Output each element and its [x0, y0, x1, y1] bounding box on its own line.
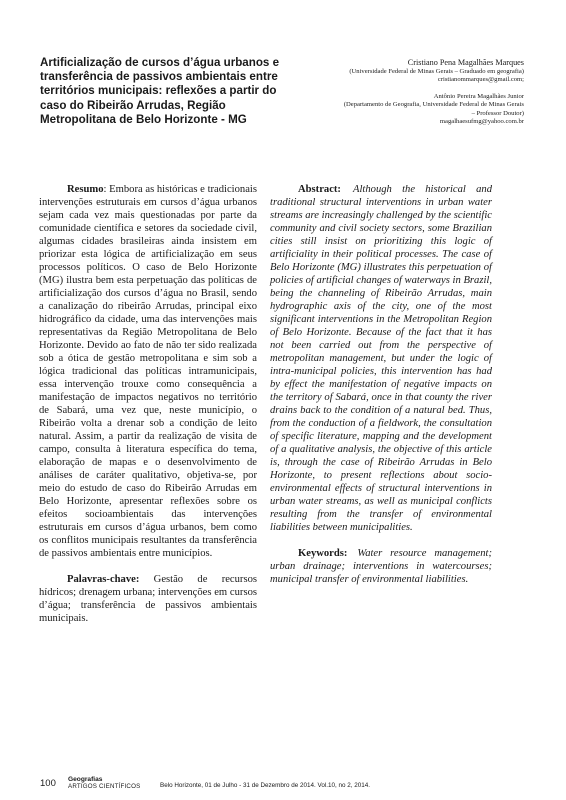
keywords-label: Keywords:	[298, 548, 348, 559]
author-1-email: cristianommarques@gmail.com;	[437, 76, 524, 84]
abstract-paragraph	[270, 183, 492, 534]
author-block	[274, 58, 524, 126]
abstract-text: Although the historical and traditional structural interventions in urban water streams are increasingly challenged by the scientific community and civil society sectors, some Brazilian cities still insist on prioritizing this logic of artificiality in their political processes. The case of Belo Horizonte (MG) illustrates this perpetuation of policies of artificial changes of waterways in Brazil, being the channeling of Ribeirão Arrudas, main hydrographic axis of the city, one of the most significant interventions in the Metropolitan Region of Belo Horizonte. Because of the fact that it has not been carried out from the perspective of metropolitan management, but under the logic of intra-municipal policies, this intervention has had by effect the manifestation of negative impacts on the territory of Sabará, once in that county the river drains back to the condition of a natural bed. Thus, from the conduction of a fieldwork, the consultation of specific literature, mapping and the development of a qualitative analysis, the objective of this article is, through the case of Ribeirão Arrudas in Belo Horizonte, to present reflections about socio-environmental effects of structural interventions in urban water streams, as well as municipal conflicts resulting from the transfer of environmental liabilities between municipalities.	[270, 184, 492, 533]
resumo-paragraph	[39, 183, 257, 560]
portuguese-column	[39, 183, 257, 625]
author-1-name: Cristiano Pena Magalhães Marques	[407, 58, 524, 67]
palavras-chave-paragraph	[39, 573, 257, 625]
author-2-affiliation-line-2: – Professor Doutor)	[471, 109, 524, 117]
author-2-affiliation-line-1: (Departamento de Geografia, Universidade Federal de Minas Gerais	[343, 101, 524, 109]
page-footer	[40, 776, 540, 792]
palavras-chave-label: Palavras-chave:	[67, 574, 140, 585]
page-number: 100	[40, 778, 56, 789]
journal-issue-info: Belo Horizonte, 01 de Julho - 31 de Dezembro de 2014. Vol.10, no 2, 2014.	[160, 782, 371, 789]
author-2-email: magalhaesufmg@yahoo.com.br	[439, 118, 524, 126]
article-title: Artificialização de cursos d’água urbanos e transferência de passivos ambientais entre territórios municipais: reflexões a partir do caso do Ribeirão Arrudas, Região Metropolitana de Belo Horizonte - MG	[40, 56, 280, 126]
palavras-chave-text: Gestão de recursos hídricos; drenagem urbana; intervenções em cursos d’água; transferência de passivos ambientais municipais.	[39, 574, 257, 624]
english-column	[270, 183, 492, 586]
author-1-affiliation: (Universidade Federal de Minas Gerais – Graduado em geografia)	[349, 68, 524, 75]
author-2-name: Antônio Pereira Magalhães Junior	[433, 92, 524, 100]
abstract-label: Abstract:	[298, 184, 341, 195]
resumo-text: : Embora as históricas e tradicionais intervenções estruturais em cursos d’água urbanos sejam cada vez mais questionadas por parte da comunidade científica e setores da sociedade civil, algumas cidades brasileiras ainda insistem em priorizar esta lógica de artificialização em seus processos políticos. O caso de Belo Horizonte (MG) ilustra bem esta perpetuação das políticas de artificialização dos cursos d’água no Brasil, sendo a canalização do ribeirão Arrudas, principal eixo hidrográfico da cidade, uma das intervenções mais representativas da Região Metropolitana de Belo Horizonte. Devido ao fato de não ter sido realizada sob a ótica de gestão metropolitana e sim sob a lógica tradicional das políticas intramunicipais, essa intervenção trouxe como consequência a manifestação de impactos negativos no território de Sabará, uma vez que, neste município, o Ribeirão volta a drenar sob a condição de leito natural. Assim, a partir da realização de visita de campo, consulta à literatura específica do tema, elaboração de mapas e o desenvolvimento de análises de caráter qualitativo, objetiva-se, por meio do estudo de caso do Ribeirão Arrudas em Belo Horizonte, apresentar reflexões sobre os efeitos socioambientais das intervenções estruturais em cursos d’água urbanos, bem como os conflitos municipais resultantes da transferência de passivos ambientais entre municípios.	[39, 184, 257, 559]
journal-section: ARTIGOS CIENTÍFICOS	[68, 783, 141, 790]
keywords-paragraph	[270, 547, 492, 586]
journal-name: Geografias	[68, 776, 103, 783]
resumo-label: Resumo	[67, 184, 104, 195]
keywords-text: Water resource management; urban drainage; interventions in watercourses; municipal transfer of environmental liabilities.	[270, 548, 492, 585]
